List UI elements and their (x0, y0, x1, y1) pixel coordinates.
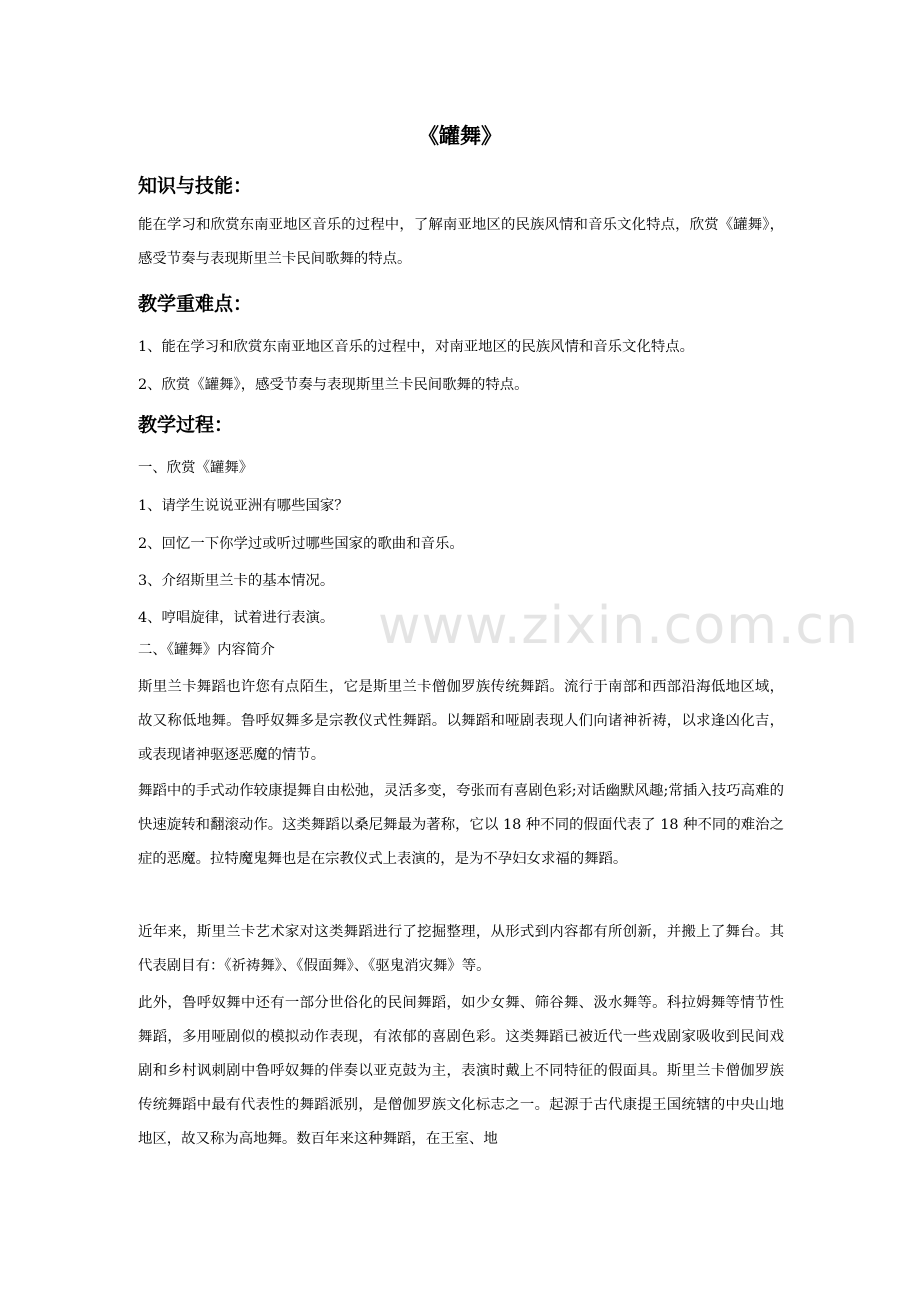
heading-process: 教学过程： (138, 414, 234, 436)
process-item: 4、哼唱旋律，试着进行表演。 (138, 610, 335, 626)
process-part2-title: 二、《罐舞》内容简介 (138, 642, 275, 658)
body-paragraph: 舞蹈中的手式动作较康提舞自由松弛，灵活多变，夸张而有喜剧色彩;对话幽默风趣;常插入技巧高难的快速旋转和翻滚动作。这类舞蹈以桑尼舞最为著称，它以 18 种不同的假面代表了 18 种不同的难治之症的恶魔。拉特魔鬼舞也是在宗教仪式上表演的，是为不孕妇女求福的舞蹈。 (138, 783, 784, 867)
process-part1-title: 一、欣赏《罐舞》 (138, 460, 254, 476)
process-item: 1、请学生说说亚洲有哪些国家？ (138, 498, 349, 514)
key-point-item: 1、能在学习和欣赏东南亚地区音乐的过程中，对南亚地区的民族风情和音乐文化特点。 (138, 339, 695, 355)
heading-skills: 知识与技能： (138, 175, 253, 197)
watermark: www.zixin.com.cn (378, 596, 859, 656)
heading-key-points: 教学重难点： (138, 293, 253, 315)
body-paragraph: 此外，鲁呼奴舞中还有一部分世俗化的民间舞蹈，如少女舞、筛谷舞、汲水舞等。科拉姆舞等情节性舞蹈，多用哑剧似的模拟动作表现，有浓郁的喜剧色彩。这类舞蹈已被近代一些戏剧家吸收到民间戏剧和乡村讽刺剧中鲁呼奴舞的伴奏以亚克鼓为主，表演时戴上不同特征的假面具。斯里兰卡僧伽罗族传统舞蹈中最有代表性的舞蹈派别，是僧伽罗族文化标志之一。起源于古代康提王国统辖的中央山地地区，故又称为高地舞。数百年来这种舞蹈，在王室、地 (138, 995, 784, 1147)
body-paragraph: 斯里兰卡舞蹈也许您有点陌生，它是斯里兰卡僧伽罗族传统舞蹈。流行于南部和西部沿海低地区域，故又称低地舞。鲁呼奴舞多是宗教仪式性舞蹈。以舞蹈和哑剧表现人们向诸神祈祷，以求逢凶化吉，或表现诸神驱逐恶魔的情节。 (138, 679, 784, 763)
body-paragraph: 近年来，斯里兰卡艺术家对这类舞蹈进行了挖掘整理，从形式到内容都有所创新，并搬上了舞台。其代表剧目有：《祈祷舞》、《假面舞》、《驱鬼消灾舞》等。 (138, 924, 784, 974)
document-title: 《罐舞》 (418, 124, 502, 148)
process-item: 3、介绍斯里兰卡的基本情况。 (138, 573, 335, 589)
process-item: 2、回忆一下你学过或听过哪些国家的歌曲和音乐。 (138, 536, 464, 552)
skills-text: 能在学习和欣赏东南亚地区音乐的过程中，了解南亚地区的民族风情和音乐文化特点，欣赏《罐舞》，感受节奏与表现斯里兰卡民间歌舞的特点。 (138, 217, 784, 267)
key-point-item: 2、欣赏《罐舞》，感受节奏与表现斯里兰卡民间歌舞的特点。 (138, 377, 529, 393)
